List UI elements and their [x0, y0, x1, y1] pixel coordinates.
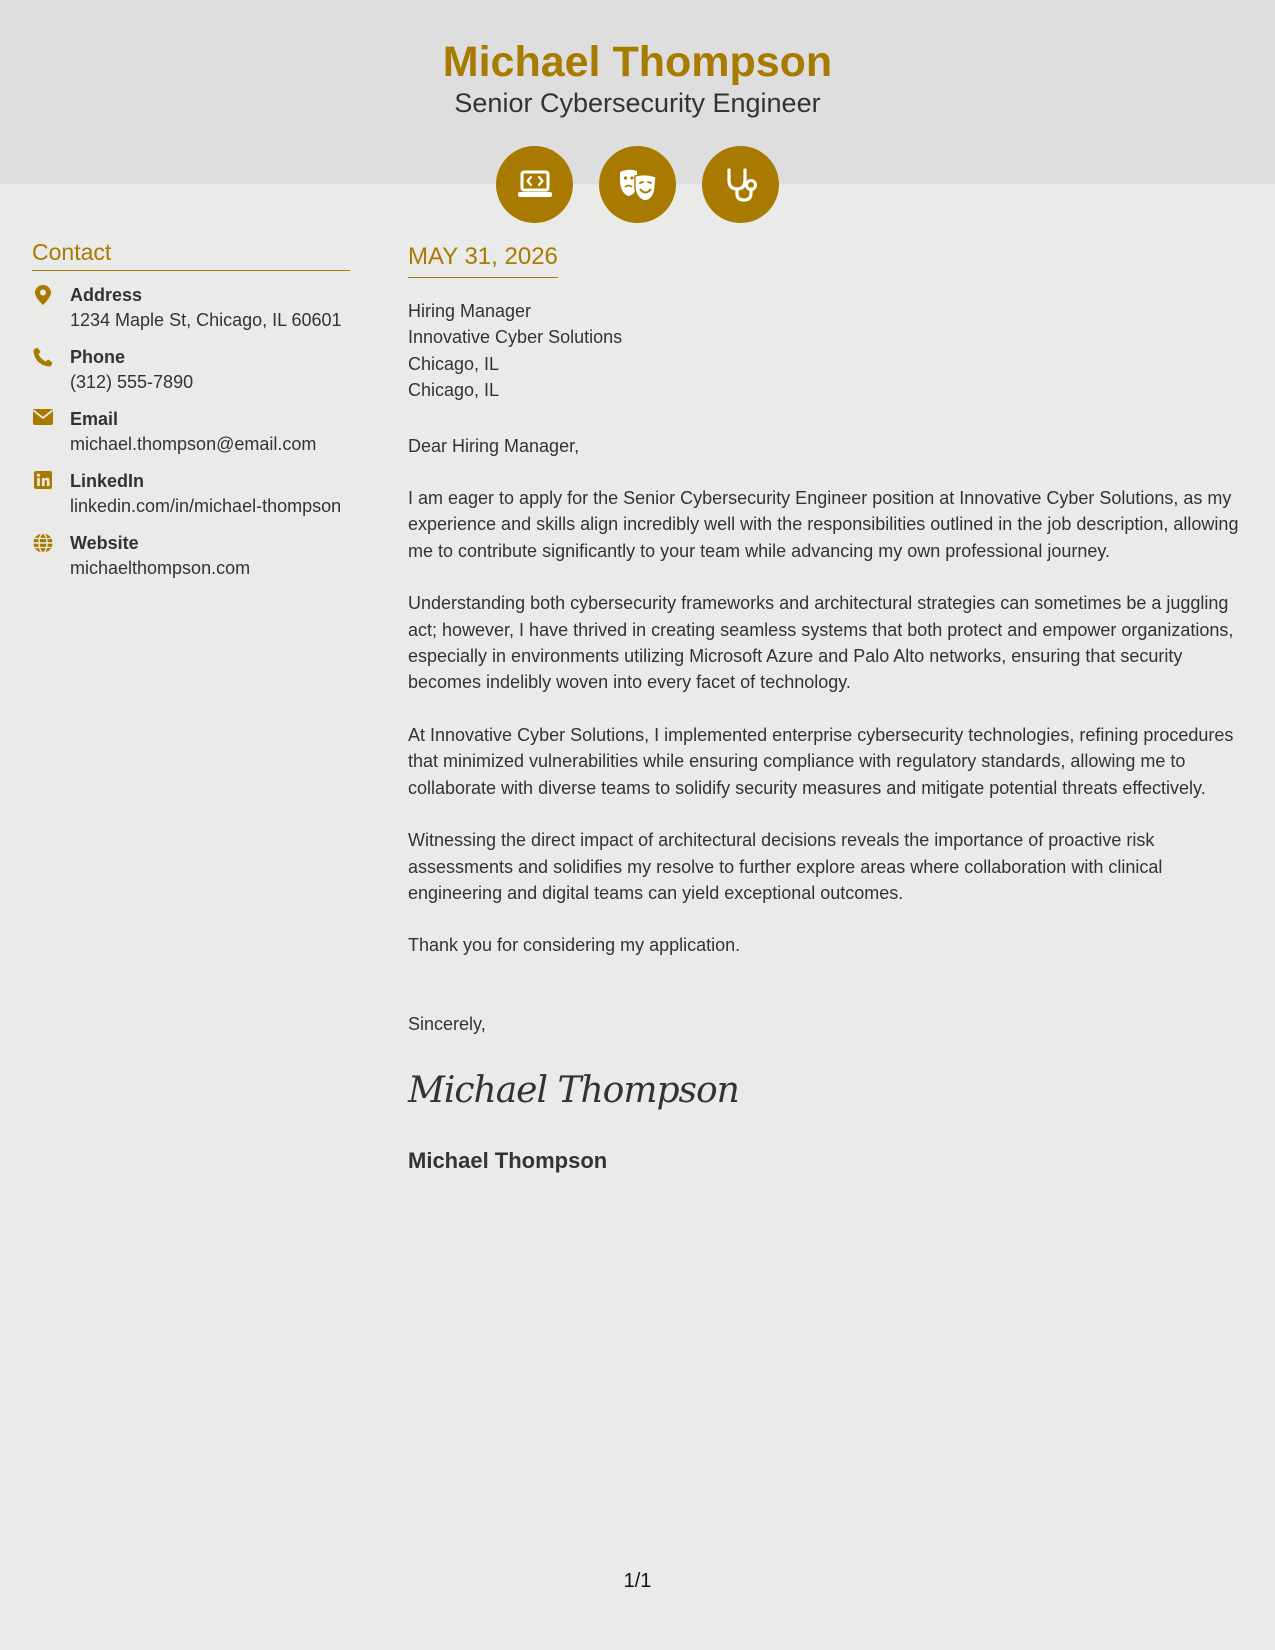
recipient-line: Hiring Manager [408, 301, 532, 321]
phone-icon [32, 347, 54, 369]
header-badges [0, 146, 1275, 223]
stethoscope-icon [724, 167, 758, 203]
contact-label: Website [70, 533, 139, 553]
contact-value: 1234 Maple St, Chicago, IL 60601 [70, 310, 342, 330]
contact-item-email [32, 407, 350, 457]
recipient-line: Chicago, IL [408, 380, 500, 401]
letter-paragraph: Thank you for considering my application. [408, 935, 741, 956]
badge-stethoscope [702, 146, 779, 223]
theater-masks-icon [618, 168, 658, 202]
envelope-icon [32, 409, 54, 431]
contact-item-website [32, 531, 350, 581]
contact-label: Phone [70, 347, 126, 367]
page-number: 1/1 [623, 1570, 652, 1592]
contact-label: Address [70, 285, 143, 305]
contact-item-phone [32, 345, 350, 395]
map-pin-icon [32, 285, 54, 307]
contact-label: LinkedIn [70, 471, 145, 491]
letter-date: MAY 31, 2026 [408, 240, 558, 278]
contact-sidebar [32, 238, 350, 593]
globe-icon [32, 533, 54, 555]
letter-body [408, 240, 1243, 1175]
contact-heading: Contact [32, 238, 350, 271]
letter-paragraph: I am eager to apply for the Senior Cybersecurity Engineer position at Innovative Cyber Solutions, as my experience and skills align incredibly well with the responsibilities outlined in the job description, allowing me to contribute significantly to your team while advancing my own professional journey. [408, 488, 1239, 561]
signer-name: Michael Thompson [408, 1148, 608, 1174]
letter-paragraph: At Innovative Cyber Solutions, I implemented enterprise cybersecurity technologies, refining procedures that minimized vulnerabilities while ensuring compliance with regulatory standards, allowing me to collaborate with diverse teams to solidify security measures and mitigate potential threats effectively. [408, 724, 1234, 798]
recipient-block [408, 298, 1243, 404]
linkedin-icon [32, 471, 54, 493]
contact-value: linkedin.com/in/michael-thompson [70, 496, 342, 516]
contact-item-linkedin [32, 469, 350, 519]
greeting: Dear Hiring Manager, [408, 435, 580, 456]
recipient-line: Chicago, IL [408, 353, 500, 374]
letter-paragraph: Understanding both cybersecurity frameworks and architectural strategies can sometimes be a juggling act; however, I have thrived in creating seamless systems that both protect and empower organizations, especially in environments utilizing Microsoft Azure and Palo Alto networks, ensuring that security becomes indelibly woven into every facet of technology. [408, 593, 1234, 693]
applicant-title: Senior Cybersecurity Engineer [454, 88, 821, 118]
recipient-line: Innovative Cyber Solutions [408, 327, 623, 348]
applicant-name: Michael Thompson [442, 38, 833, 86]
badge-laptop-code [496, 146, 573, 223]
signature: Michael Thompson [408, 1070, 739, 1112]
contact-value: michael.thompson@email.com [70, 434, 317, 454]
contact-value: michaelthompson.com [70, 558, 251, 578]
contact-label: Email [70, 409, 119, 429]
letter-paragraph: Witnessing the direct impact of architectural decisions reveals the importance of proactive risk assessments and solidifies my resolve to further explore areas where collaboration with clinical engineering and digital teams can yield exceptional outcomes. [408, 830, 1163, 903]
badge-theater-masks [599, 146, 676, 223]
contact-value: (312) 555-7890 [70, 372, 194, 392]
laptop-code-icon [517, 169, 553, 201]
contact-item-address [32, 283, 350, 333]
closing: Sincerely, [408, 1013, 486, 1034]
